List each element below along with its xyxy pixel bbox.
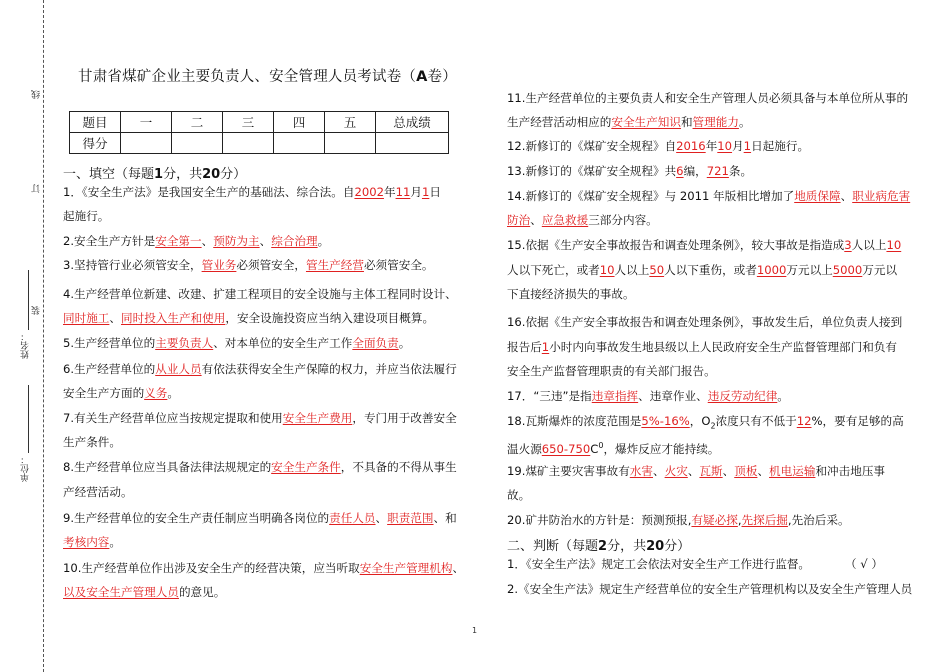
question-8: 8.生产经营单位应当具备法律法规规定的安全生产条件，不具备的不得从事生 bbox=[63, 460, 457, 474]
name-label: 姓名： bbox=[21, 332, 31, 359]
section-1-heading: 一、填空（每题1分，共20分） bbox=[63, 167, 247, 182]
question-11: 11.生产经营单位的主要负责人和安全生产管理人员必须具备与本单位所从事的 bbox=[507, 91, 909, 105]
question-1: 1．《安全生产法》是我国安全生产的基础法、综合法。自2002年11月1日 bbox=[63, 185, 441, 199]
question-18: 18.瓦斯爆炸的浓度范围是5%-16%，$O_2$浓度只有不低于12%，要有足够的高 bbox=[507, 414, 904, 431]
binding-dashed-line bbox=[43, 0, 44, 672]
page-number: 1 bbox=[472, 626, 478, 635]
question-2: 2.安全生产方针是安全第一、预防为主、综合治理。 bbox=[63, 234, 330, 248]
question-16-line2: 报告后1小时内向事故发生地县级以上人民政府安全生产监督管理部门和负有 bbox=[507, 340, 898, 354]
judgement-1: 1．《安全生产法》规定工会依法对安全生产工作进行监督。 bbox=[507, 557, 811, 571]
question-14: 14.新修订的《煤矿安全规程》与 2011 年版相比增加了地质保障、职业病危害 bbox=[507, 189, 911, 203]
question-12: 12.新修订的《煤矿安全规程》自2016年10月1日起施行。 bbox=[507, 139, 810, 153]
score-header-cell: 四 bbox=[274, 112, 325, 133]
score-header-cell: 五 bbox=[325, 112, 376, 133]
binding-char-order: 订 bbox=[32, 184, 42, 193]
question-16: 16.依据《生产安全事故报告和调查处理条例》，事故发生后，单位负责人接到 bbox=[507, 315, 903, 329]
question-17: 17．“三违”是指违章指挥、违章作业、违反劳动纪律。 bbox=[507, 389, 789, 403]
question-5: 5.生产经营单位的主要负责人、对本单位的安全生产工作全面负责。 bbox=[63, 336, 411, 350]
question-16-line3: 安全生产监督管理职责的有关部门报告。 bbox=[507, 364, 716, 378]
question-8-line2: 产经营活动。 bbox=[63, 485, 133, 499]
unit-blank-line bbox=[28, 385, 29, 453]
question-18-line2: 温火源$650-750C^0$，爆炸反应才能持续。 bbox=[507, 441, 720, 456]
question-6: 6.生产经营单位的从业人员有依法获得安全生产保障的权力，并应当依法履行 bbox=[63, 362, 457, 376]
question-7: 7.有关生产经营单位应当按规定提取和使用安全生产费用，专门用于改善安全 bbox=[63, 411, 457, 425]
score-header-cell: 三 bbox=[223, 112, 274, 133]
score-cell bbox=[121, 133, 172, 154]
binding-char-install: 装 bbox=[32, 306, 42, 315]
question-15: 15.依据《生产安全事故报告和调查处理条例》，较大事故是指造成3人以上10 bbox=[507, 238, 902, 252]
judgement-1-answer-mark: （ √ ） bbox=[845, 557, 883, 571]
exam-title: 甘肃省煤矿企业主要负责人、安全管理人员考试卷（A卷） bbox=[78, 69, 457, 85]
score-cell bbox=[274, 133, 325, 154]
question-9: 9.生产经营单位的安全生产责任制应当明确各岗位的责任人员、职责范围、和 bbox=[63, 511, 457, 525]
score-cell bbox=[223, 133, 274, 154]
score-header-cell: 总成绩 bbox=[376, 112, 449, 133]
score-header-cell: 题目 bbox=[70, 112, 121, 133]
question-20: 20.矿井防治水的方针是：预测预报,有疑必探,先探后掘,先治后采。 bbox=[507, 513, 850, 527]
score-header-cell: 一 bbox=[121, 112, 172, 133]
question-3: 3.坚持管行业必须管安全，管业务必须管安全，管生产经营必须管安全。 bbox=[63, 258, 434, 272]
question-13: 13.新修订的《煤矿安全规程》共6编，721条。 bbox=[507, 164, 753, 178]
question-9-line2: 考核内容。 bbox=[63, 535, 121, 549]
unit-label: 单位： bbox=[21, 455, 31, 482]
score-cell bbox=[172, 133, 223, 154]
score-cell bbox=[325, 133, 376, 154]
question-7-line2: 生产条件。 bbox=[63, 435, 121, 449]
question-15-line3: 下直接经济损失的事故。 bbox=[507, 287, 635, 301]
question-19-line2: 故。 bbox=[507, 488, 531, 502]
score-table-header-row bbox=[70, 112, 449, 133]
score-header-cell: 二 bbox=[172, 112, 223, 133]
question-15-line2: 人以下死亡，或者10人以上50人以下重伤，或者1000万元以上5000万元以 bbox=[507, 263, 898, 277]
question-10: 10.生产经营单位作出涉及安全生产的经营决策，应当听取安全生产管理机构、 bbox=[63, 561, 465, 575]
name-blank-line bbox=[28, 270, 29, 330]
binding-char-line: 线 bbox=[32, 90, 42, 99]
score-row-label: 得分 bbox=[70, 133, 121, 154]
score-table-score-row bbox=[70, 133, 449, 154]
question-14-line2: 防治、应急救援三部分内容。 bbox=[507, 213, 658, 227]
score-table bbox=[69, 111, 449, 154]
question-19: 19.煤矿主要灾害事故有水害、火灾、瓦斯、顶板、机电运输和冲击地压事 bbox=[507, 464, 886, 478]
question-6-line2: 安全生产方面的义务。 bbox=[63, 386, 179, 400]
question-11-line2: 生产经营活动相应的安全生产知识和管理能力。 bbox=[507, 115, 751, 129]
judgement-2: 2.《安全生产法》规定生产经营单位的安全生产管理机构以及安全生产管理人员 bbox=[507, 582, 913, 596]
question-10-line2: 以及安全生产管理人员的意见。 bbox=[63, 585, 226, 599]
question-4: 4.生产经营单位新建、改建、扩建工程项目的安全设施与主体工程同时设计、 bbox=[63, 287, 457, 301]
question-1-line2: 起施行。 bbox=[63, 209, 110, 223]
score-cell bbox=[376, 133, 449, 154]
section-2-heading: 二、判断（每题2分，共20分） bbox=[507, 539, 691, 554]
question-4-line2: 同时施工、同时投入生产和使用，安全设施投资应当纳入建设项目概算。 bbox=[63, 311, 435, 325]
